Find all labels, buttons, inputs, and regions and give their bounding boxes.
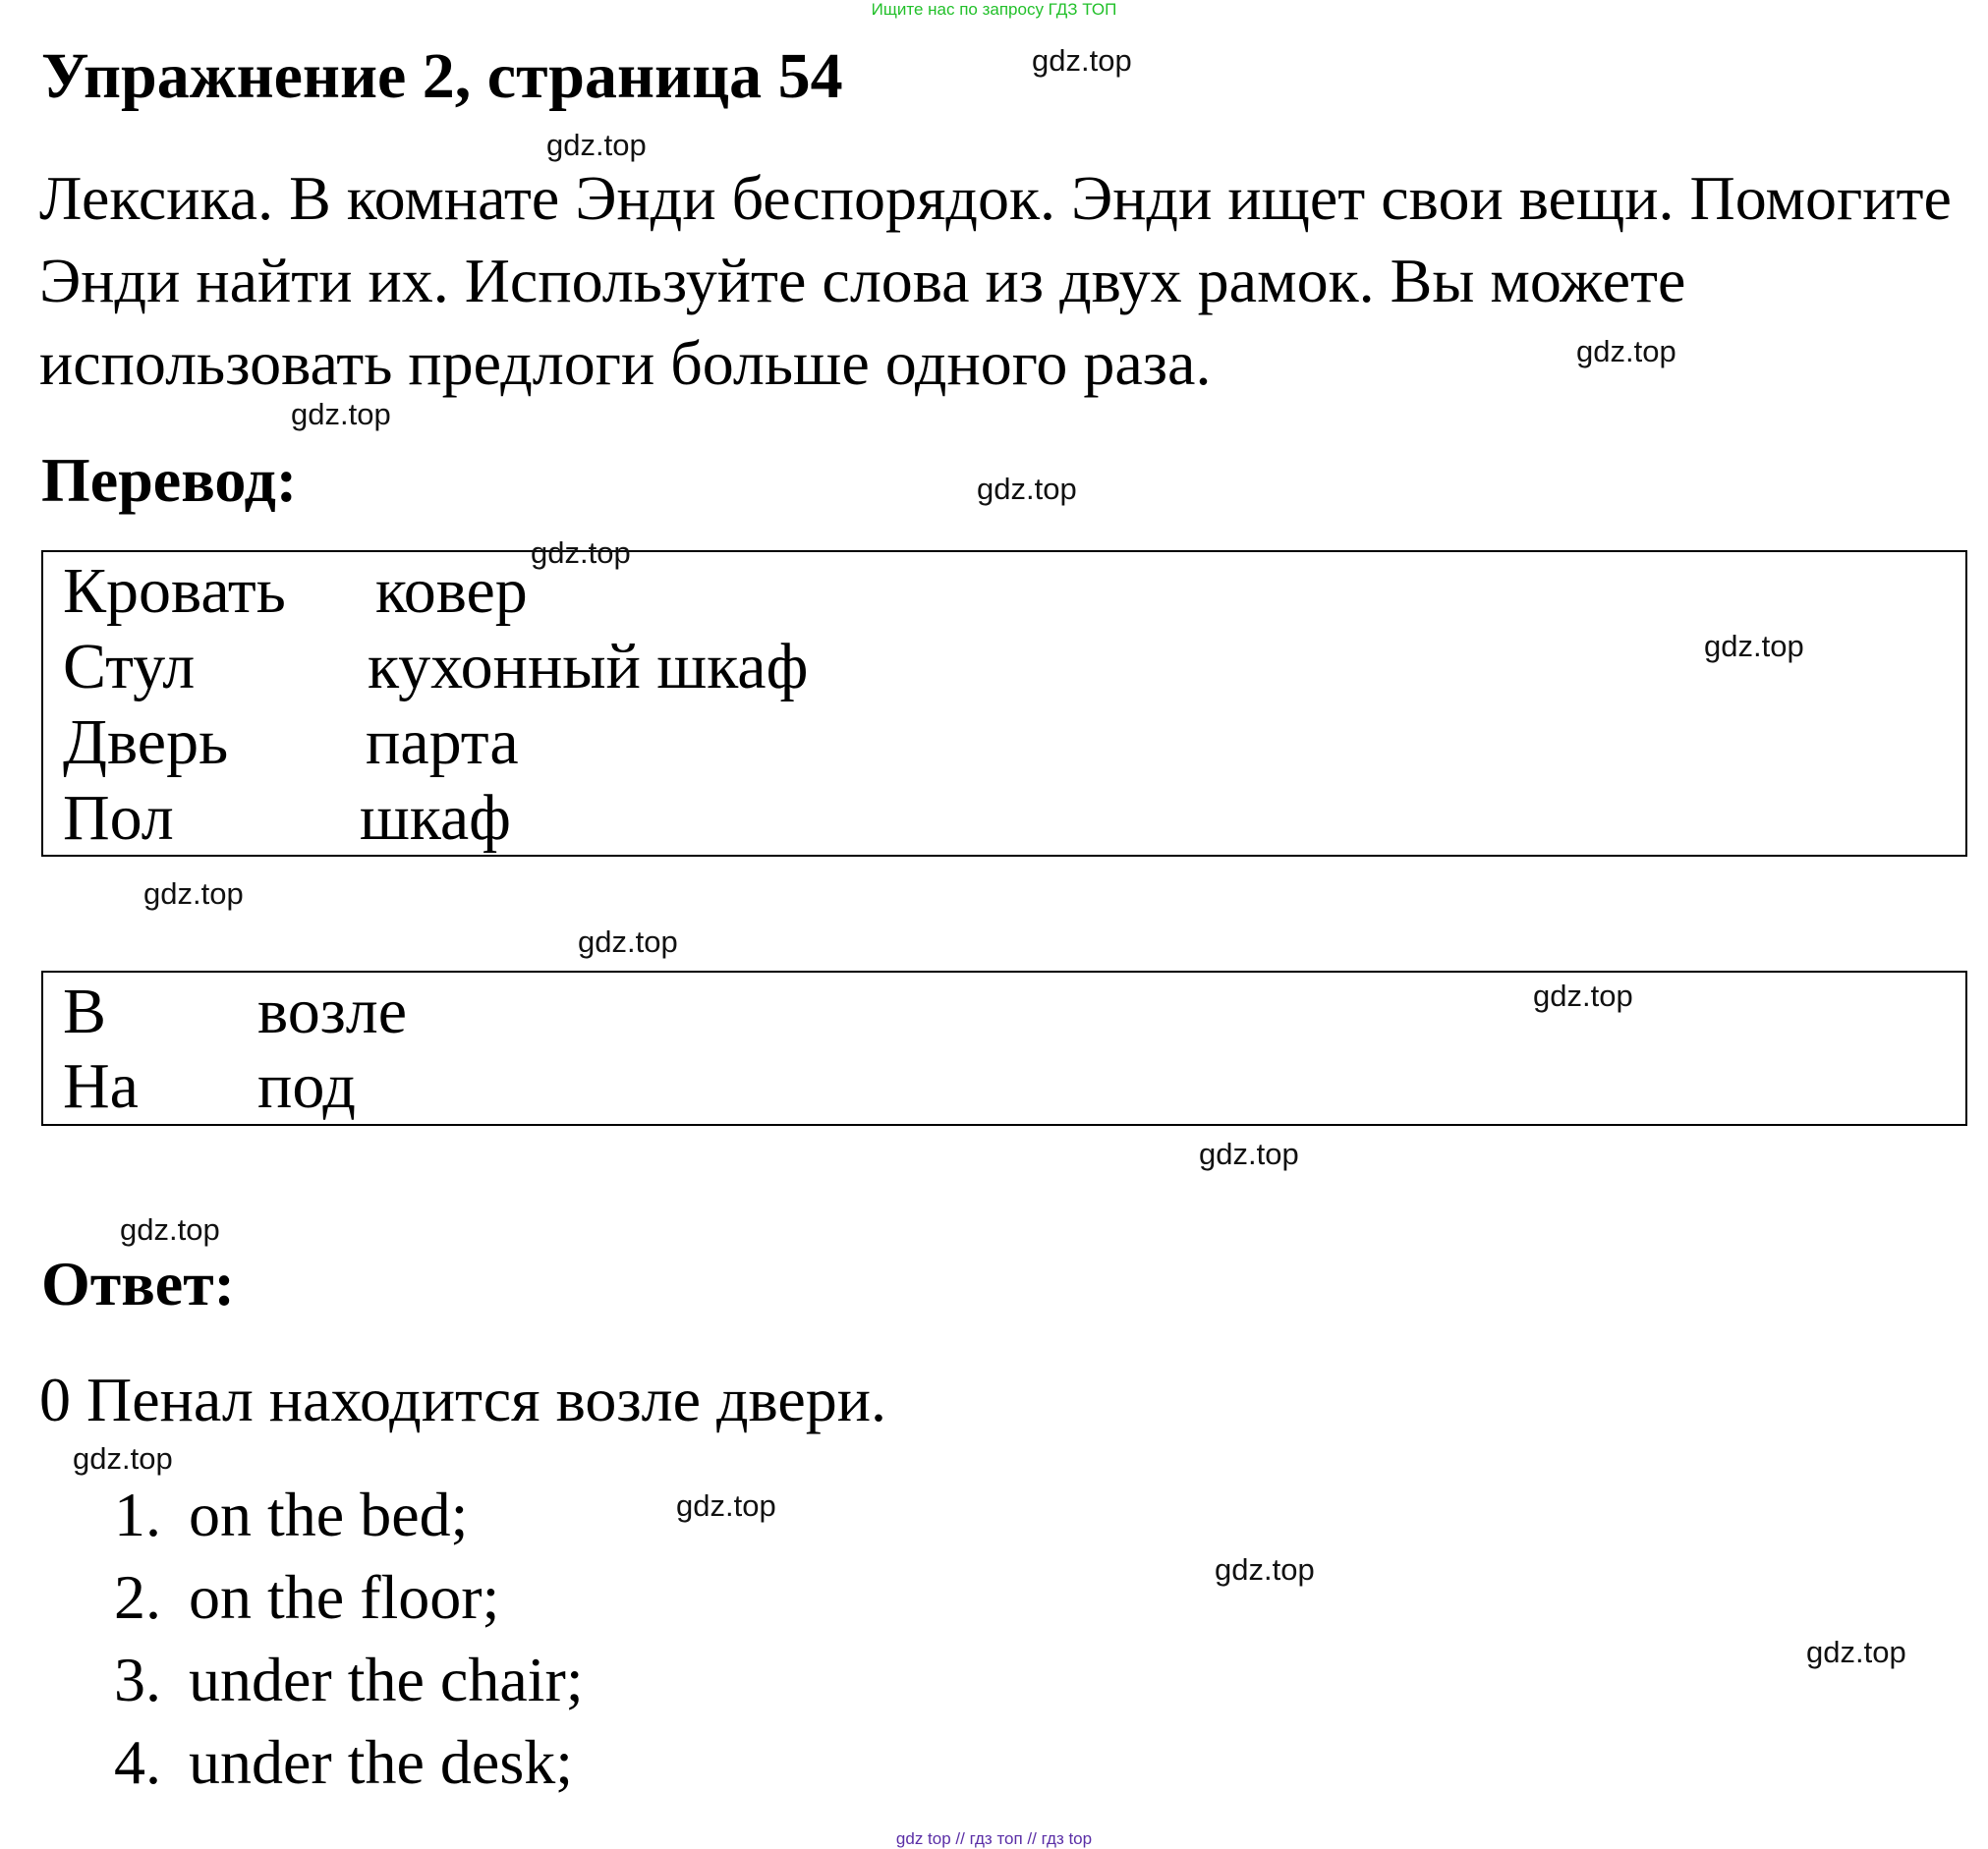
watermark: gdz.top <box>546 128 647 162</box>
watermark: gdz.top <box>531 535 631 570</box>
watermark: gdz.top <box>1806 1635 1906 1669</box>
prep-near: возле <box>257 976 408 1047</box>
noun-bed: Кровать <box>63 555 286 627</box>
noun-floor: Пол <box>63 782 174 854</box>
prep-under: под <box>257 1050 356 1122</box>
watermark: gdz.top <box>578 924 678 959</box>
list-item-number: 3. <box>114 1645 161 1714</box>
watermark: gdz.top <box>143 876 244 911</box>
list-item-text: on the bed; <box>189 1480 469 1549</box>
list-item-text: under the chair; <box>189 1645 584 1714</box>
watermark: gdz.top <box>676 1488 776 1523</box>
list-item-number: 2. <box>114 1562 161 1632</box>
page-title: Упражнение 2, страница 54 <box>41 40 843 112</box>
noun-chair: Стул <box>63 631 196 702</box>
noun-cupboard: кухонный шкаф <box>368 631 809 702</box>
watermark: gdz.top <box>120 1212 220 1247</box>
footer-links[interactable]: gdz top // гдз топ // гдз top <box>895 1829 1093 1848</box>
translation-heading: Перевод: <box>41 445 298 515</box>
noun-wardrobe: шкаф <box>360 782 511 854</box>
prep-in: В <box>63 976 107 1047</box>
top-banner[interactable]: Ищите нас по запросу ГДЗ ТОП <box>871 0 1117 19</box>
watermark: gdz.top <box>1199 1137 1299 1171</box>
watermark: gdz.top <box>73 1441 173 1476</box>
watermark: gdz.top <box>1032 43 1132 78</box>
list-item-number: 1. <box>114 1480 161 1549</box>
answer-example: 0 Пенал находится возле двери. <box>39 1365 887 1434</box>
task-text: Лексика. В комнате Энди беспорядок. Энди ищет свои вещи. Помогите Энди найти их. Используйте слова из двух рамок. Вы можете использовать предлоги больше одного раза. <box>39 163 1952 398</box>
watermark: gdz.top <box>291 397 391 431</box>
watermark: gdz.top <box>1704 629 1804 663</box>
list-item-text: on the floor; <box>189 1562 500 1632</box>
list-item-text: under the desk; <box>189 1727 573 1797</box>
prepositions-box <box>41 971 1967 1126</box>
prep-on: На <box>63 1050 139 1122</box>
answer-heading: Ответ: <box>41 1249 235 1318</box>
noun-door: Дверь <box>63 706 229 778</box>
watermark: gdz.top <box>1215 1552 1315 1587</box>
noun-desk: парта <box>366 706 519 778</box>
watermark: gdz.top <box>1533 979 1633 1013</box>
list-item-number: 4. <box>114 1727 161 1797</box>
watermark: gdz.top <box>977 472 1077 506</box>
noun-carpet: ковер <box>375 555 528 627</box>
watermark: gdz.top <box>1576 334 1676 368</box>
nouns-box <box>41 550 1967 857</box>
